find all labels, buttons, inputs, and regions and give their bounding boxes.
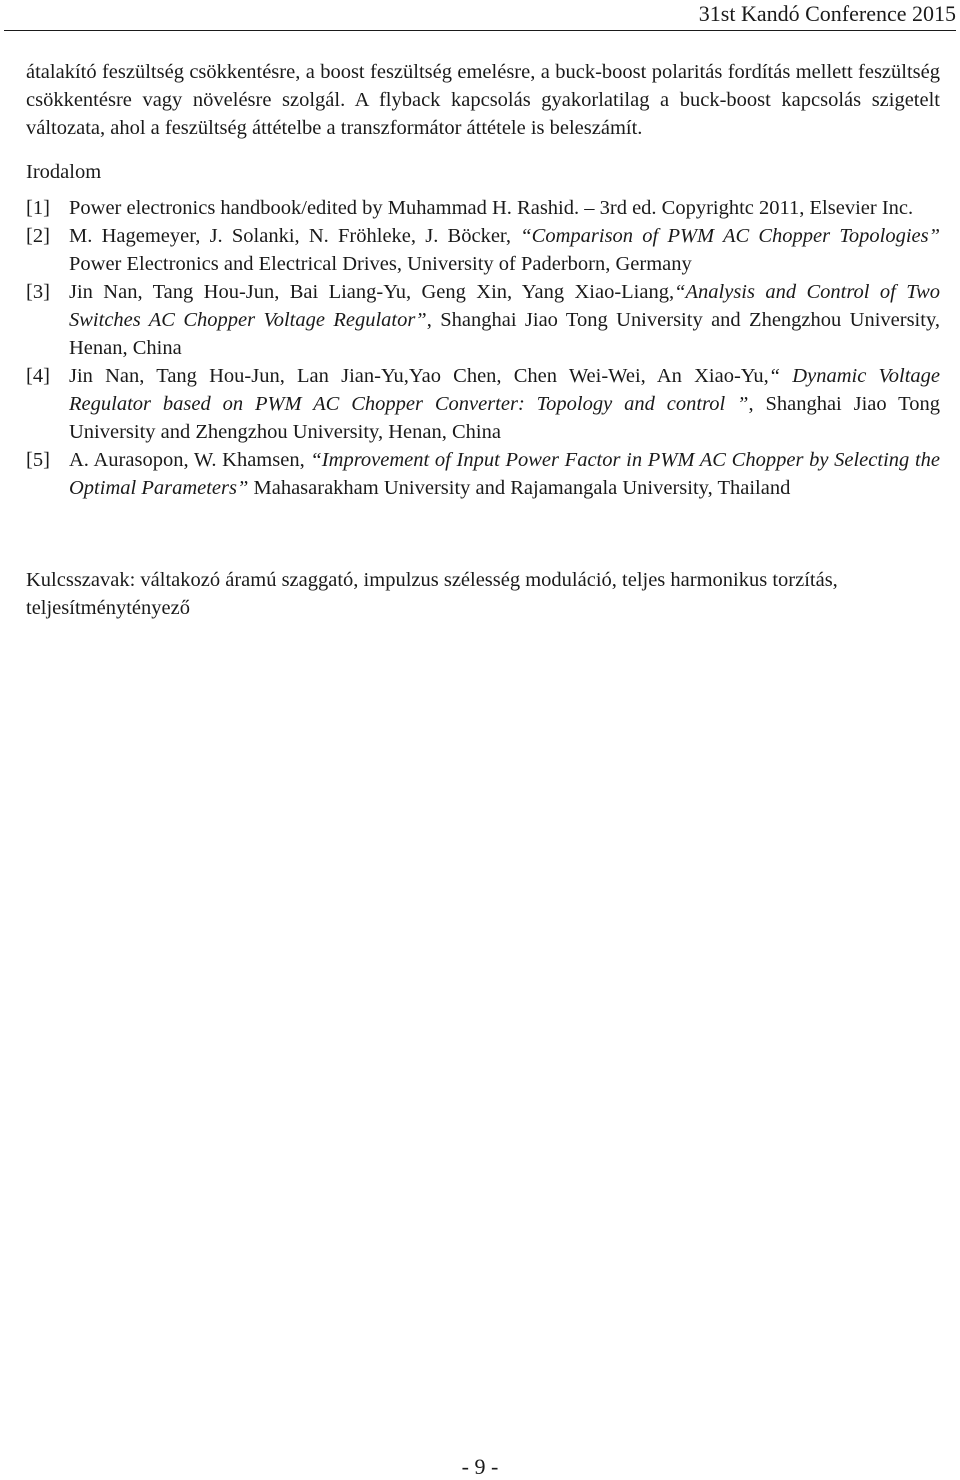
reference-item	[26, 222, 940, 278]
intro-paragraph: átalakító feszültség csökkentésre, a boost feszültség emelésre, a buck-boost polaritás fordítás mellett feszültség csökkentésre vagy növelésre szolgál. A flyback kapcsolás gyakorlatilag a buck-boost kapcsolás szigetelt változata, ahol a feszültség áttételbe a transzformátor áttétele is beleszámít.	[26, 61, 940, 139]
reference-number: [4]	[26, 365, 50, 387]
reference-authors: M. Hagemeyer, J. Solanki, N. Fröhleke, J. Böcker,	[69, 225, 521, 247]
reference-authors: A. Aurasopon, W. Khamsen,	[69, 449, 311, 471]
page-body	[26, 58, 940, 622]
reference-title: “Comparison of PWM AC Chopper Topologies”	[520, 225, 940, 247]
reference-authors: Jin Nan, Tang Hou-Jun, Lan Jian-Yu,Yao Chen, Chen Wei-Wei, An Xiao-Yu,	[69, 365, 769, 387]
reference-item	[26, 278, 940, 362]
reference-item	[26, 194, 940, 222]
reference-authors: Jin Nan, Tang Hou-Jun, Bai Liang-Yu, Geng Xin, Yang Xiao-Liang,	[69, 281, 675, 303]
reference-number: [1]	[26, 197, 50, 219]
reference-source: Power Electronics and Electrical Drives, University of Paderborn, Germany	[69, 253, 692, 275]
keywords: Kulcsszavak: váltakozó áramú szaggató, impulzus szélesség moduláció, teljes harmonikus torzítás, teljesítménytényező	[26, 569, 838, 619]
reference-title: “ Dynamic Voltage Regulator based on PWM AC Chopper Converter: Topology and control ”	[69, 365, 940, 415]
reference-number: [2]	[26, 225, 50, 247]
page-number: - 9 -	[461, 1454, 499, 1479]
references-heading: Irodalom	[26, 161, 102, 183]
reference-source: , Shanghai Jiao Tong University and Zhengzhou University, Henan, China	[69, 393, 940, 443]
reference-number: [3]	[26, 281, 50, 303]
reference-source: , Shanghai Jiao Tong University and Zhengzhou University, Henan, China	[69, 309, 940, 359]
reference-title: “Analysis and Control of Two Switches AC Chopper Voltage Regulator”	[69, 281, 940, 331]
running-header: 31st Kandó Conference 2015	[698, 1, 956, 26]
reference-number: [5]	[26, 449, 50, 471]
reference-title: “Improvement of Input Power Factor in PWM AC Chopper by Selecting the Optimal Parameters”	[69, 449, 940, 499]
reference-item	[26, 362, 940, 446]
reference-item	[26, 446, 940, 502]
reference-authors: Power electronics handbook/edited by Muhammad H. Rashid. – 3rd ed. Copyrightc 2011, Elsevier Inc.	[69, 197, 914, 219]
reference-source: Mahasarakham University and Rajamangala University, Thailand	[248, 477, 791, 499]
reference-list	[26, 194, 940, 502]
header-rule	[4, 30, 956, 31]
